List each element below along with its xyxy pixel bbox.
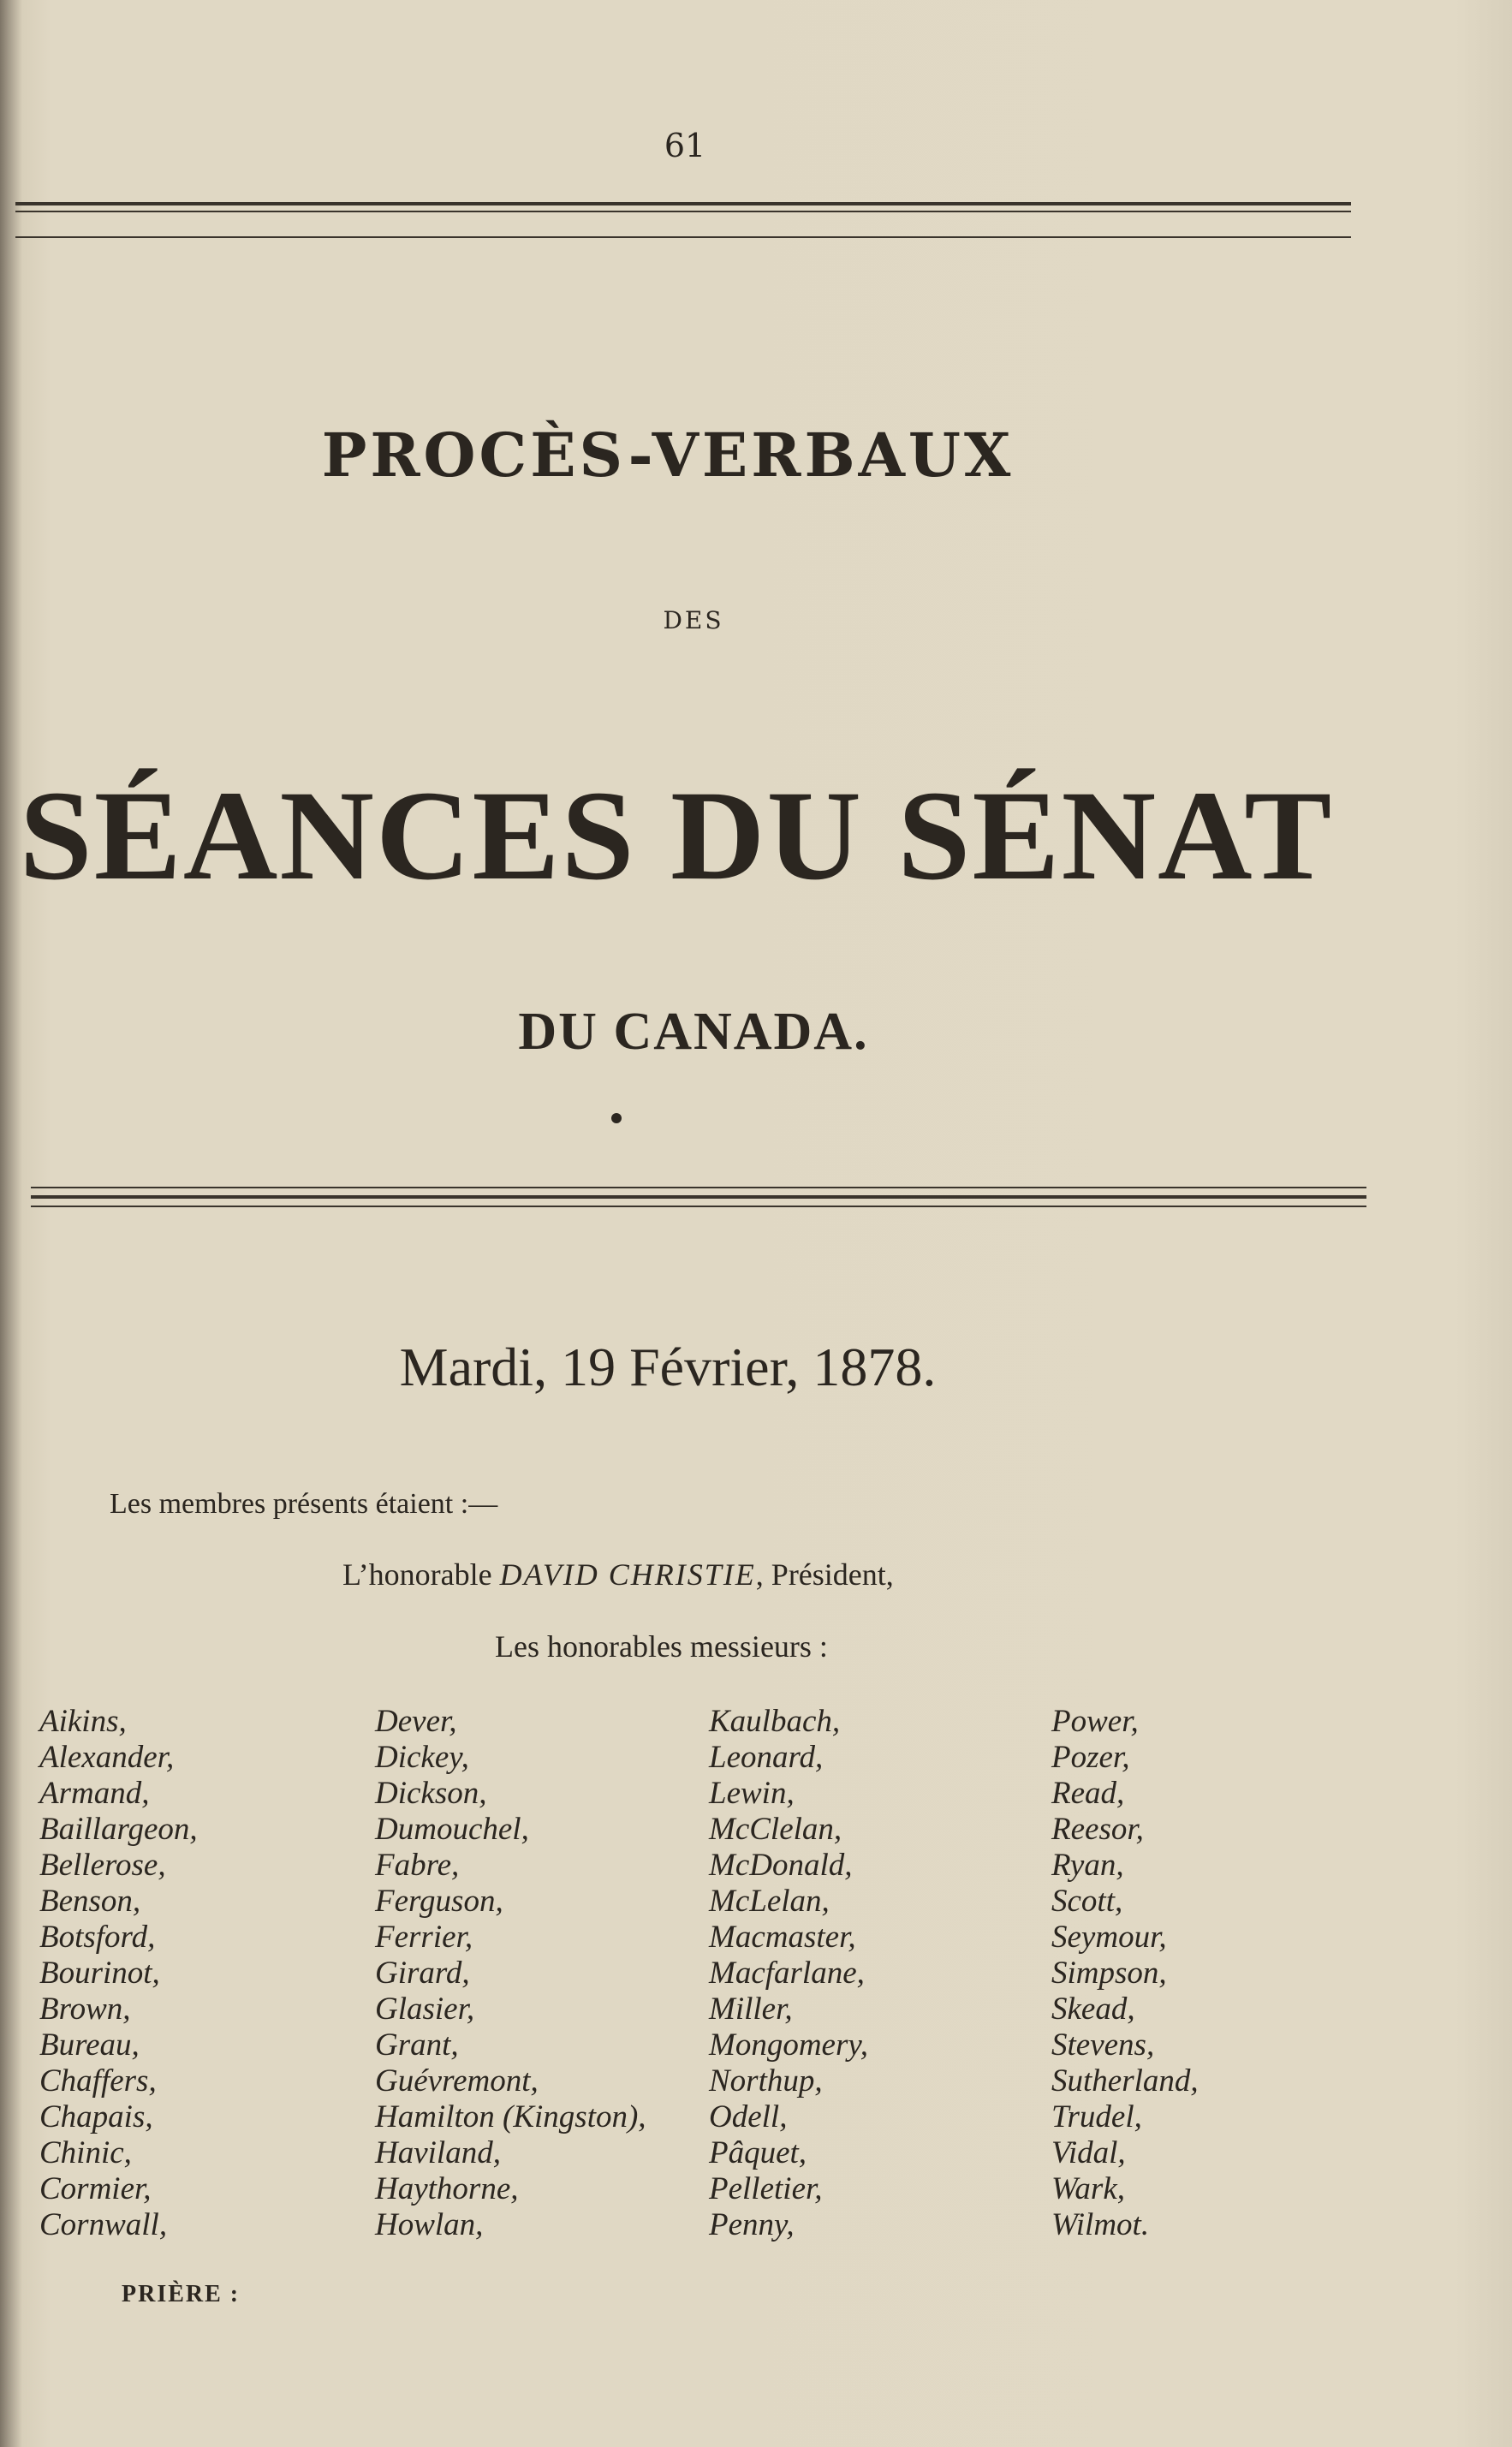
senator-name: Howlan,	[375, 2207, 484, 2242]
senator-name: Baillargeon,	[39, 1812, 198, 1847]
senator-name: Girard,	[375, 1956, 470, 1991]
senator-name: Wark,	[1051, 2171, 1125, 2206]
senator-name: Alexander,	[39, 1740, 175, 1775]
page-number: 61	[664, 127, 706, 164]
senator-name: Bourinot,	[39, 1956, 160, 1991]
senator-name: Dever,	[375, 1704, 457, 1739]
senator-name: Grant,	[375, 2027, 459, 2063]
senator-name: Chaffers,	[39, 2063, 157, 2099]
senator-name: Power,	[1051, 1704, 1139, 1739]
senator-name: Penny,	[709, 2207, 795, 2242]
senator-name: Miller,	[709, 1992, 793, 2027]
senator-name: Scott,	[1051, 1884, 1123, 1919]
senator-name: Armand,	[39, 1776, 150, 1811]
senator-name: Pâquet,	[709, 2135, 807, 2170]
senator-name: Dickey,	[375, 1740, 469, 1775]
senator-column-3	[709, 1704, 868, 2243]
senator-name: Pozer,	[1051, 1740, 1130, 1775]
senator-name: Cormier,	[39, 2171, 152, 2206]
senator-name: Haythorne,	[375, 2171, 519, 2206]
senator-name: Odell,	[709, 2099, 788, 2134]
senator-name: Benson,	[39, 1884, 141, 1919]
senator-name: Leonard,	[709, 1740, 824, 1775]
senator-name: Haviland,	[375, 2135, 501, 2170]
top-rule-thin-2	[15, 236, 1351, 238]
senator-name: Botsford,	[39, 1920, 156, 1955]
middle-rule-1	[31, 1187, 1366, 1188]
senator-name: Sutherland,	[1051, 2063, 1199, 2099]
senator-name: Northup,	[709, 2063, 823, 2099]
senator-name: Mongomery,	[709, 2027, 868, 2063]
senator-name: Dickson,	[375, 1776, 487, 1811]
senator-name: Read,	[1051, 1776, 1125, 1811]
senator-name: Aikins,	[39, 1704, 127, 1739]
title-des: DES	[663, 606, 724, 634]
senator-name: Ryan,	[1051, 1848, 1124, 1883]
president-suffix: , Président,	[755, 1557, 894, 1592]
top-rule-thin	[15, 211, 1351, 212]
senator-name: Ferrier,	[375, 1920, 473, 1955]
honorables-heading: Les honorables messieurs :	[495, 1629, 828, 1664]
senator-name: Chapais,	[39, 2099, 153, 2134]
senator-name: Stevens,	[1051, 2027, 1155, 2063]
senator-name: Fabre,	[375, 1848, 460, 1883]
senator-name: Reesor,	[1051, 1812, 1144, 1847]
ornament-dot	[611, 1113, 622, 1123]
senator-column-2	[375, 1704, 646, 2243]
senator-name: Hamilton (Kingston),	[375, 2099, 646, 2134]
title-seances-du-senat: SÉANCES DU SÉNAT	[19, 765, 1334, 907]
priere-label: PRIÈRE :	[122, 2281, 241, 2307]
senator-name: Bureau,	[39, 2027, 140, 2063]
sitting-date: Mardi, 19 Février, 1878.	[399, 1337, 937, 1397]
senator-name: Ferguson,	[375, 1884, 503, 1919]
senator-name: Skead,	[1051, 1992, 1135, 2027]
senator-column-4	[1051, 1704, 1199, 2243]
president-line	[342, 1557, 894, 1593]
president-prefix: L’honorable	[342, 1557, 492, 1592]
senator-name: Wilmot.	[1051, 2207, 1150, 2242]
senator-name: Glasier,	[375, 1992, 475, 2027]
senator-name: McClelan,	[709, 1812, 842, 1847]
senator-name: Macfarlane,	[709, 1956, 865, 1991]
senator-name: Simpson,	[1051, 1956, 1167, 1991]
senator-name: McDonald,	[709, 1848, 853, 1883]
title-proces-verbaux: PROCÈS-VERBAUX	[321, 420, 1015, 491]
senator-name: Macmaster,	[709, 1920, 856, 1955]
senator-name: Lewin,	[709, 1776, 795, 1811]
senator-name: Guévremont,	[375, 2063, 539, 2099]
senator-name: Trudel,	[1051, 2099, 1142, 2134]
middle-rule-3	[31, 1206, 1366, 1207]
senator-name: Dumouchel,	[375, 1812, 529, 1847]
senator-name: Chinic,	[39, 2135, 132, 2170]
senator-column-1	[39, 1704, 198, 2243]
senator-name: Pelletier,	[709, 2171, 823, 2206]
president-name: DAVID CHRISTIE	[499, 1557, 756, 1592]
senator-name: Seymour,	[1051, 1920, 1167, 1955]
title-du-canada: DU CANADA.	[518, 1003, 869, 1061]
senator-name: Vidal,	[1051, 2135, 1126, 2170]
senator-name: Kaulbach,	[709, 1704, 841, 1739]
members-intro: Les membres présents étaient :—	[110, 1488, 498, 1520]
senator-name: Cornwall,	[39, 2207, 168, 2242]
senator-name: Bellerose,	[39, 1848, 166, 1883]
middle-rule-2	[31, 1195, 1366, 1199]
senator-name: McLelan,	[709, 1884, 830, 1919]
top-rule-thick	[15, 202, 1351, 205]
senator-name: Brown,	[39, 1992, 131, 2027]
